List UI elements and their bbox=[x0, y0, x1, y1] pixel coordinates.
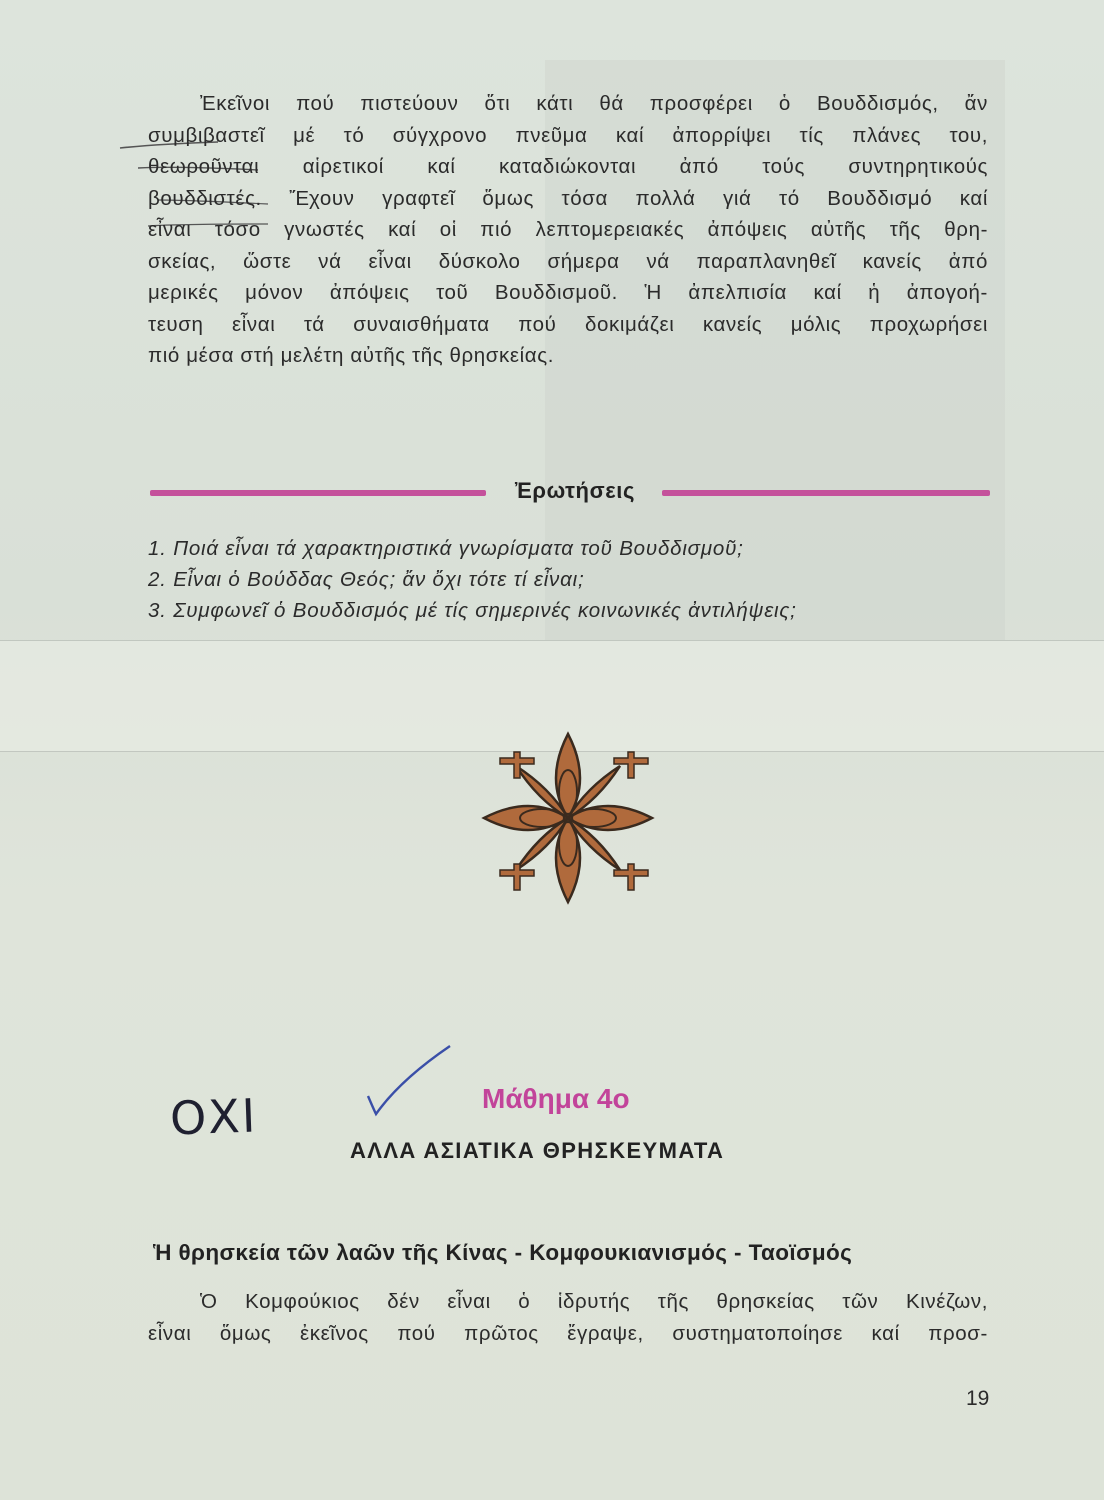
lesson-title: ΑΛΛΑ ΑΣΙΑΤΙΚΑ ΘΡΗΣΚΕΥΜΑΤΑ bbox=[350, 1138, 725, 1163]
text-line: τευση εἶναι τά συναισθήματα πού δοκιμάζει κανείς μόλις προχωρήσει bbox=[148, 312, 988, 336]
text-line: βουδδιστές. Ἔχουν γραφτεῖ ὅμως τόσα πολλά γιά τό Βουδδισμό καί bbox=[148, 186, 988, 210]
text-line: πιό μέσα στή μελέτη αὐτῆς τῆς θρησκείας. bbox=[148, 344, 555, 367]
cross-flower-ornament-icon bbox=[480, 730, 656, 906]
text-line: συμβιβαστεῖ μέ τό σύγχρονο πνεῦμα καί ἀπορρίψει τίς πλάνες του, bbox=[148, 123, 988, 147]
text-line: εἶναι ὅμως ἐκεῖνος πού πρῶτος ἔγραψε, συστηματοποίησε καί προσ- bbox=[148, 1321, 988, 1345]
check-mark-icon bbox=[360, 1040, 460, 1120]
question-item: 1. Ποιά εἶναι τά χαρακτηριστικά γνωρίσματα τοῦ Βουδδισμοῦ; bbox=[148, 537, 744, 560]
questions-heading bbox=[150, 476, 990, 512]
question-item: 3. Συμφωνεῖ ὁ Βουδδισμός μέ τίς σημερινές κοινωνικές ἀντιλήψεις; bbox=[148, 599, 797, 622]
text-line: εἶναι τόσο γνωστές καί οἱ πιό λεπτομερειακές ἀπόψεις αὐτῆς τῆς θρη- bbox=[148, 218, 988, 241]
handwritten-note: ΟΧΙ bbox=[169, 1088, 259, 1146]
heading-rule-left bbox=[150, 490, 486, 496]
text-line: σκείας, ὥστε νά εἶναι δύσκολο σήμερα νά παραπλανηθεῖ κανείς ἀπό bbox=[148, 249, 988, 273]
question-item: 2. Εἶναι ὁ Βούδδας Θεός; ἄν ὄχι τότε τί εἶναι; bbox=[148, 568, 585, 591]
text-line: Ὁ Κομφούκιος δέν εἶναι ὁ ἱδρυτής τῆς θρησκείας τῶν Κινέζων, bbox=[200, 1290, 988, 1313]
section-title: Ἡ θρησκεία τῶν λαῶν τῆς Κίνας - Κομφουκιανισμός - Ταοϊσμός bbox=[153, 1240, 853, 1265]
heading-rule-right bbox=[662, 490, 990, 496]
intro-paragraph bbox=[148, 88, 988, 372]
closing-paragraph bbox=[148, 1286, 988, 1349]
text-line: Ἐκεῖνοι πού πιστεύουν ὅτι κάτι θά προσφέρει ὁ Βουδδισμός, ἄν bbox=[200, 92, 988, 115]
text-line: θεωροῦνται αἱρετικοί καί καταδιώκονται ἀπό τούς συντηρητικούς bbox=[148, 155, 988, 178]
questions-heading-label: Ἐρωτήσεις bbox=[514, 478, 636, 503]
questions-list bbox=[148, 533, 1008, 626]
page-number: 19 bbox=[966, 1387, 990, 1410]
text-line: μερικές μόνον ἀπόψεις τοῦ Βουδδισμοῦ. Ἡ ἀπελπισία καί ἡ ἀπογοή- bbox=[148, 281, 988, 304]
lesson-number: Μάθημα 4ο bbox=[482, 1083, 630, 1114]
